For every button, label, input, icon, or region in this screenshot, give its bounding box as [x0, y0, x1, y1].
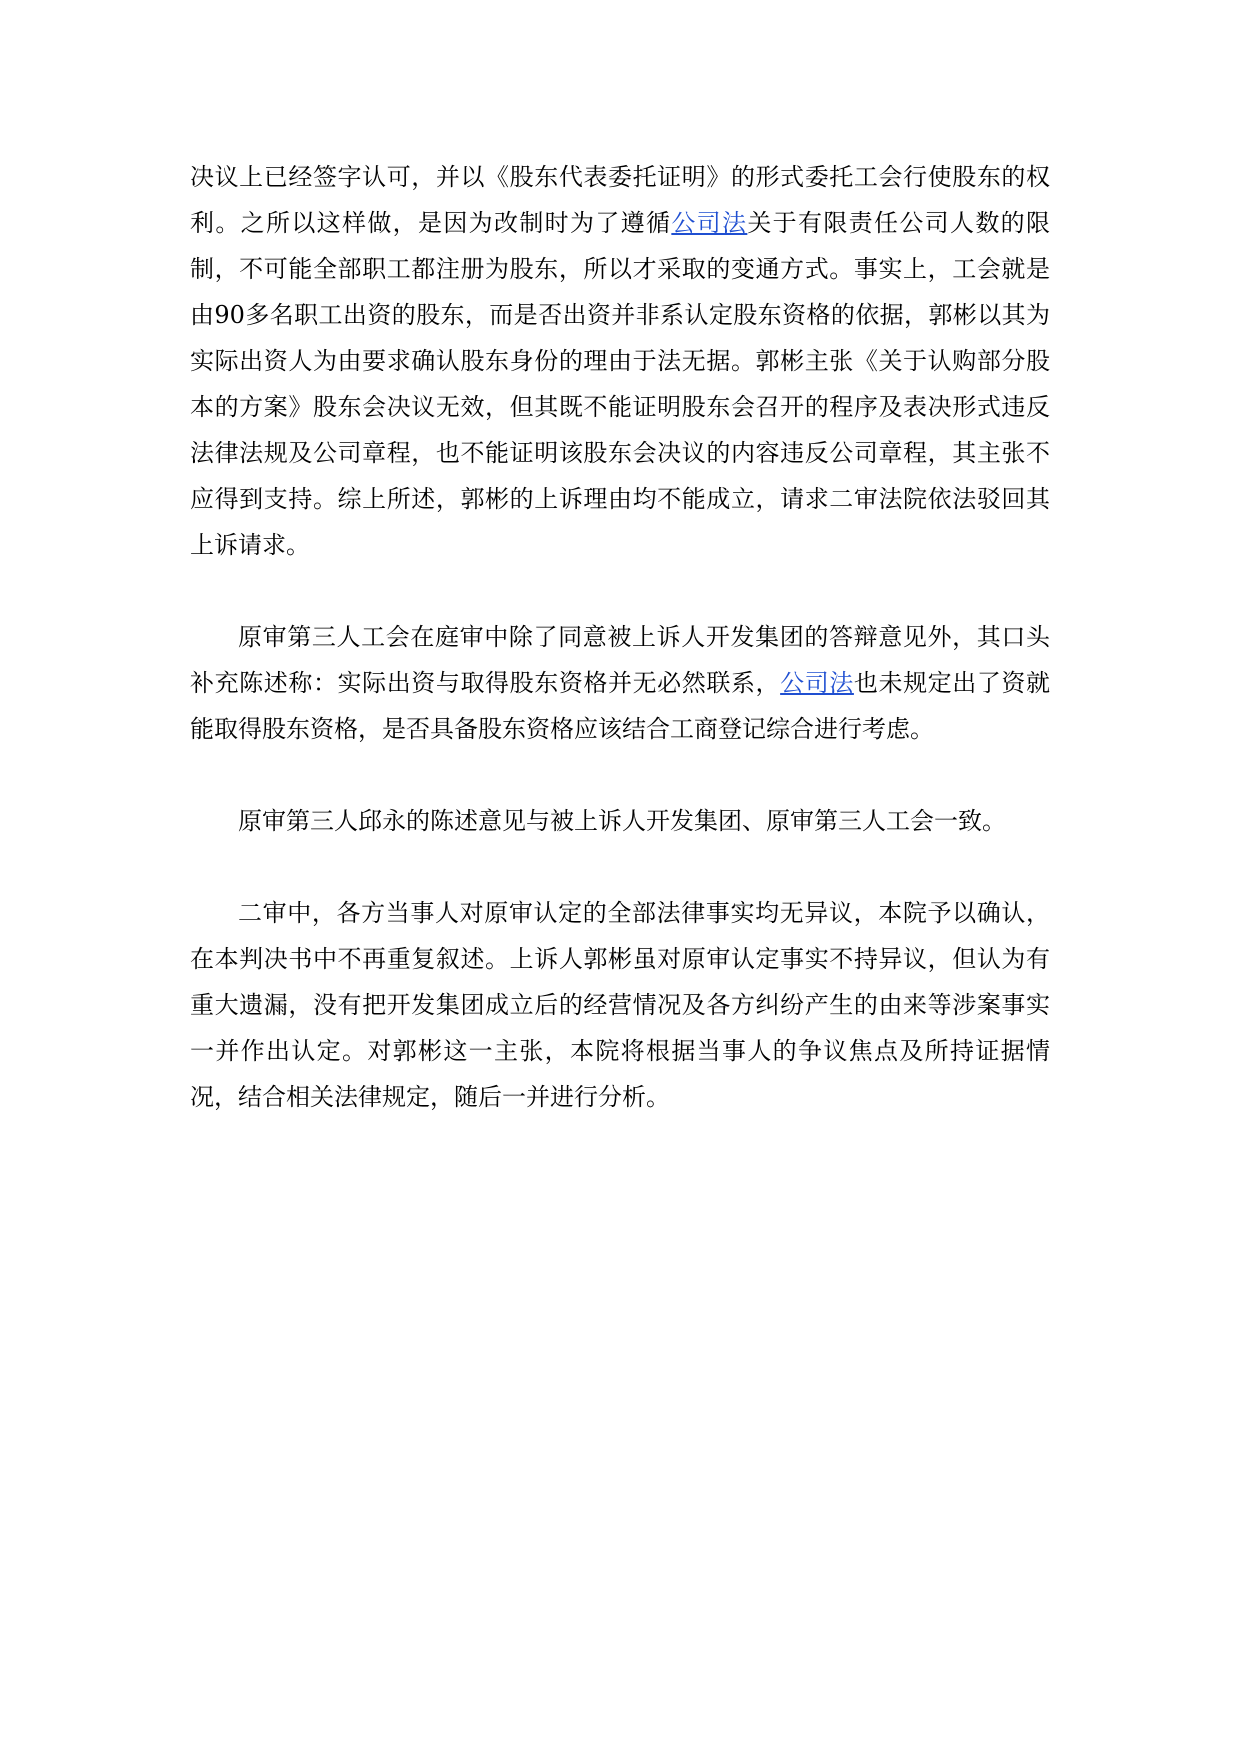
paragraph-gap — [190, 568, 1050, 614]
company-law-link[interactable]: 公司法 — [671, 209, 748, 237]
paragraph-text: 决议上已经签字认可，并以《股东代表委托证明》的形式委托工会行使股东的权利。之所以这样做，是因为改制时为了遵循 — [190, 163, 1050, 237]
paragraph-qiu-yong-statement — [190, 798, 1050, 844]
paragraph-text: 也未规定出了资就能取得股东资格，是否具备股东资格应该结合工商登记综合进行考虑。 — [190, 669, 1051, 743]
paragraph-text: 二审中，各方当事人对原审认定的全部法律事实均无异议，本院予以确认，在本判决书中不再重复叙述。上诉人郭彬虽对原审认定事实不持异议，但认为有重大遗漏，没有把开发集团成立后的经营情况及各方纠纷产生的由来等涉案事实一并作出认定。对郭彬这一主张，本院将根据当事人的争议焦点及所持证据情况，结合相关法律规定，随后一并进行分析。 — [190, 899, 1050, 1111]
paragraph-union-statement — [190, 614, 1050, 752]
paragraph-text: 原审第三人邱永的陈述意见与被上诉人开发集团、原审第三人工会一致。 — [238, 807, 1006, 835]
paragraph-gap — [190, 844, 1050, 890]
paragraph-second-instance — [190, 890, 1050, 1120]
paragraph-gap — [190, 752, 1050, 798]
paragraph-shareholder-argument — [190, 154, 1050, 568]
paragraph-text: 关于有限责任公司人数的限制，不可能全部职工都注册为股东，所以才采取的变通方式。事实上，工会就是由90多名职工出资的股东，而是否出资并非系认定股东资格的依据，郭彬以其为实际出资人为由要求确认股东身份的理由于法无据。郭彬主张《关于认购部分股本的方案》股东会决议无效，但其既不能证明股东会召开的程序及表决形式违反法律法规及公司章程，也不能证明该股东会决议的内容违反公司章程，其主张不应得到支持。综上所述，郭彬的上诉理由均不能成立，请求二审法院依法驳回其上诉请求。 — [190, 209, 1051, 559]
paragraph-text: 原审第三人工会在庭审中除了同意被上诉人开发集团的答辩意见外，其口头补充陈述称：实际出资与取得股东资格并无必然联系， — [190, 623, 1050, 697]
document-page — [190, 154, 1050, 1120]
company-law-link[interactable]: 公司法 — [780, 669, 854, 697]
